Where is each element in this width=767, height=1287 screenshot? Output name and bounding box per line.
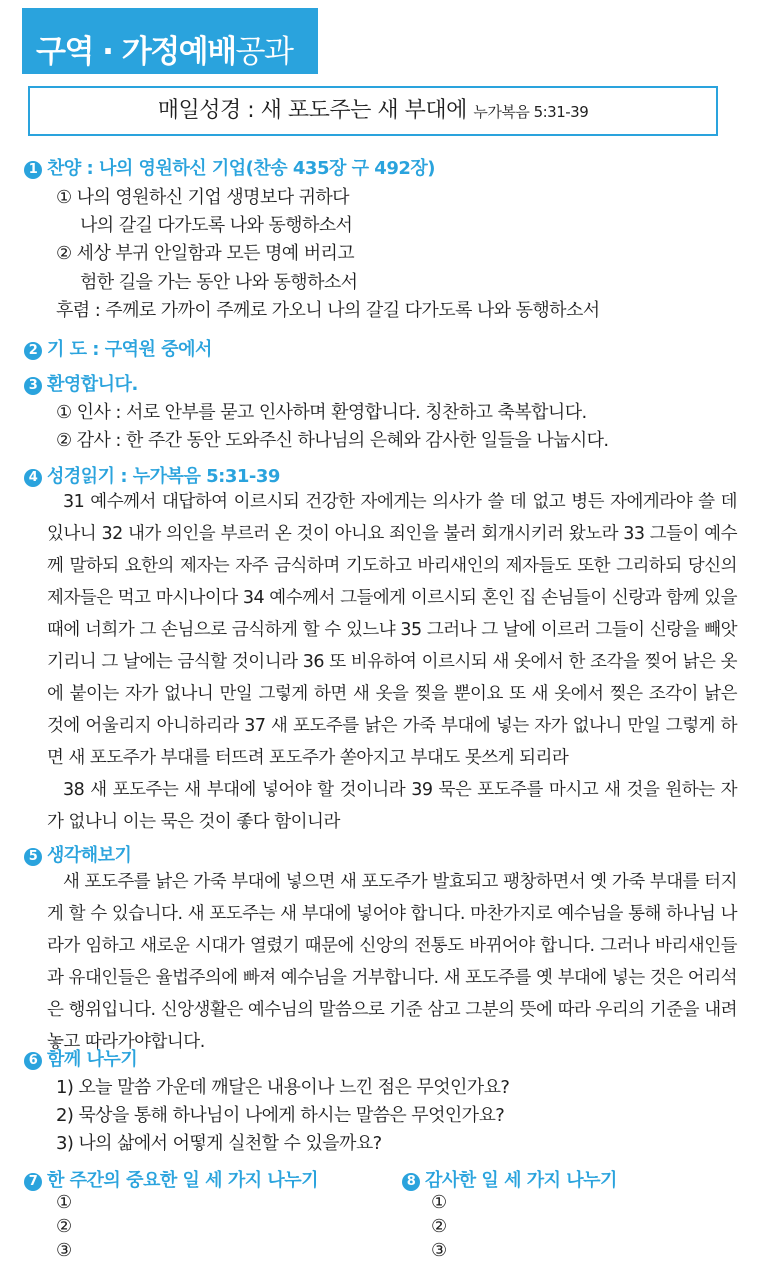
reflection-paragraph: 새 포도주를 낡은 가죽 부대에 넣으면 새 포도주가 발효되고 팽창하면서 옛 가죽 부대를 터지게 할 수 있습니다. 새 포도주는 새 부대에 넣어야 합니다. 마찬가지로 예수님을 통해 하나님 나라가 임하고 새로운 시대가 열렸기 때문에 신앙의 전통도 바뀌어야 합니다. 그러나 바리새인들과 유대인들은 율법주의에 빠져 예수님을 거부합니다. 새 포도주를 옛 부대에 넣는 것은 어리석은 행위입니다. 신앙생활은 예수님의 말씀으로 기준 삼고 그분의 뜻에 따라 우리의 기준을 내려놓고 따라가야합니다. [47, 872, 737, 1052]
section-title: 감사한 일 세 가지 나누기 [425, 1170, 617, 1191]
blank-item: ③ [431, 1240, 448, 1261]
number-badge-icon: 6 [24, 1052, 42, 1070]
hymn-line: 험한 길을 가는 동안 나와 동행하소서 [80, 272, 358, 293]
blank-item: ③ [56, 1240, 73, 1261]
banner-title: 구역 · 가정예배 [36, 34, 236, 70]
section-title: 환영합니다. [47, 374, 138, 395]
blank-item: ① [431, 1192, 448, 1213]
section-heading-hymn [24, 154, 435, 180]
blank-item: ② [56, 1216, 73, 1237]
section-title: 기 도 : 구역원 중에서 [47, 339, 212, 360]
number-badge-icon: 8 [402, 1173, 420, 1191]
daily-bible-title: 매일성경 : 새 포도주는 새 부대에 [157, 98, 467, 123]
scripture-paragraph: 38 새 포도주는 새 부대에 넣어야 할 것이니라 39 묵은 포도주를 마시고 새 것을 원하는 자가 없나니 이는 묵은 것이 좋다 함이니라 [47, 780, 737, 832]
number-badge-icon: 1 [24, 161, 42, 179]
sharing-question: 3) 나의 삶에서 어떻게 실천할 수 있을까요? [56, 1133, 382, 1154]
section-heading-sharing [24, 1045, 137, 1071]
scripture-paragraph: 31 예수께서 대답하여 이르시되 건강한 자에게는 의사가 쓸 데 없고 병든 자에게라야 쓸 데 있나니 32 내가 의인을 부르러 온 것이 아니요 죄인을 불러 회개시키러 왔노라 33 그들이 예수께 말하되 요한의 제자는 자주 금식하며 기도하고 바리새인의 제자들도 또한 그리하되 당신의 제자들은 먹고 마시나이다 34 예수께서 그들에게 이르시되 혼인 집 손님들이 신랑과 함께 있을 때에 너희가 그 손님으로 금식하게 할 수 있느냐 35 그러나 그 날에 이르러 그들이 신랑을 빼앗기리니 그 날에는 금식할 것이니라 36 또 비유하여 이르시되 새 옷에서 한 조각을 찢어 낡은 옷에 붙이는 자가 없나니 만일 그렇게 하면 새 옷을 찢을 뿐이요 또 새 옷에서 찢은 조각이 낡은 것에 어울리지 아니하리라 37 새 포도주를 낡은 가죽 부대에 넣는 자가 없나니 만일 그렇게 하면 새 포도주가 부대를 터뜨려 포도주가 쏟아지고 부대도 못쓰게 되리라 [47, 492, 737, 768]
welcome-line: ② 감사 : 한 주간 동안 도와주신 하나님의 은혜와 감사한 일들을 나눕시다. [56, 430, 609, 451]
hymn-line: 나의 갈길 다가도록 나와 동행하소서 [80, 215, 353, 236]
section-heading-thanks [402, 1166, 617, 1192]
section-heading-prayer [24, 335, 212, 361]
section-title: 한 주간의 중요한 일 세 가지 나누기 [47, 1170, 319, 1191]
section-title: 함께 나누기 [47, 1049, 138, 1070]
section-heading-weekly [24, 1166, 318, 1192]
hymn-line: ① 나의 영원하신 기업 생명보다 귀하다 [56, 187, 349, 208]
section-banner [22, 8, 318, 74]
hymn-line: ② 세상 부귀 안일함과 모든 명예 버리고 [56, 243, 355, 264]
daily-bible-box [28, 86, 718, 136]
number-badge-icon: 2 [24, 342, 42, 360]
section-title: 성경읽기 : 누가복음 5:31-39 [47, 466, 280, 487]
section-heading-reflection [24, 841, 131, 867]
number-badge-icon: 7 [24, 1173, 42, 1191]
section-heading-welcome [24, 370, 138, 396]
section-heading-reading [24, 462, 280, 488]
hymn-refrain: 후렴 : 주께로 가까이 주께로 가오니 나의 갈길 다가도록 나와 동행하소서 [56, 300, 600, 321]
banner-subtitle: 공과 [235, 34, 293, 70]
sharing-question: 1) 오늘 말씀 가운데 깨달은 내용이나 느낀 점은 무엇인가요? [56, 1077, 510, 1098]
sharing-question: 2) 묵상을 통해 하나님이 나에게 하시는 말씀은 무엇인가요? [56, 1105, 505, 1126]
number-badge-icon: 5 [24, 848, 42, 866]
blank-item: ② [431, 1216, 448, 1237]
section-title: 찬양 : 나의 영원하신 기업(찬송 435장 구 492장) [47, 158, 435, 179]
number-badge-icon: 3 [24, 377, 42, 395]
number-badge-icon: 4 [24, 469, 42, 487]
section-title: 생각해보기 [47, 845, 132, 866]
daily-bible-ref: 누가복음 5:31-39 [473, 103, 589, 121]
blank-item: ① [56, 1192, 73, 1213]
welcome-line: ① 인사 : 서로 안부를 묻고 인사하며 환영합니다. 칭찬하고 축복합니다. [56, 402, 587, 423]
